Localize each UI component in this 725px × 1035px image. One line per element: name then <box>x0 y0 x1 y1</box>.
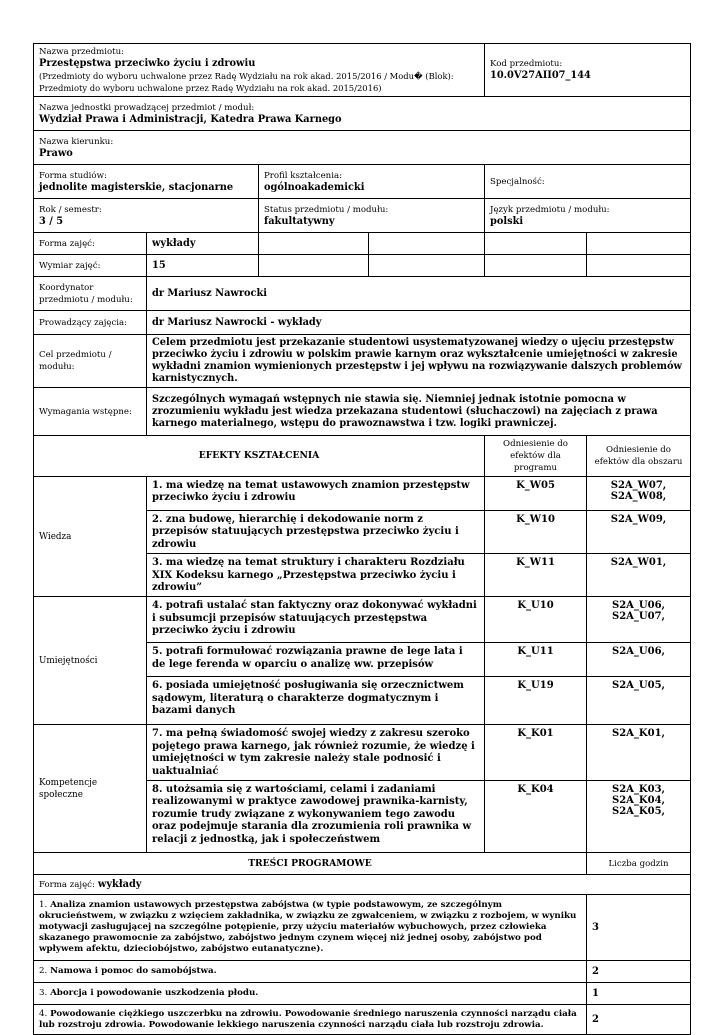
class-form-value: wykłady <box>147 233 259 255</box>
year-cell <box>34 199 259 233</box>
unit-label: Nazwa jednostki prowadzącej przedmiot / moduł: <box>39 102 255 113</box>
study-form-row <box>34 165 691 199</box>
effect-area-code: S2A_W01, <box>610 557 667 569</box>
program-topic-number: 3. <box>39 988 48 999</box>
lecturer-row <box>34 311 691 335</box>
coordinator-label: Koordynator przedmiotu / modułu: <box>34 277 147 311</box>
effect-text: 1. ma wiedzę na temat ustawowych znamion przestępstw przeciwko życiu i zdrowiu <box>147 477 485 511</box>
effect-category-social: Kompetencje społeczne <box>34 725 147 853</box>
effect-area-codes <box>587 677 691 725</box>
hours-row <box>34 255 691 277</box>
effect-area-codes <box>587 477 691 511</box>
program-topic-text: Namowa i pomoc do samobójstwa. <box>50 966 217 977</box>
language-value: polski <box>490 215 524 227</box>
program-row <box>34 1005 691 1035</box>
program-form-row <box>34 875 691 895</box>
program-topic <box>34 1005 587 1035</box>
effect-program-code: K_U10 <box>485 597 587 643</box>
hours-empty-4 <box>587 255 691 277</box>
hours-empty-2 <box>369 255 485 277</box>
effect-program-code: K_W05 <box>485 477 587 511</box>
unit-row <box>34 97 691 131</box>
effects-program-header: Odniesienie do efektów dla programu <box>485 436 587 477</box>
effect-program-code: K_W10 <box>485 511 587 554</box>
effect-text: 8. utożsamia się z wartościami, celami i zadaniami realizowanymi w praktyce zawodowej prawnika-karnisty, rozumie trudy związane z wykonywaniem tego zawodu oraz podejmuje starania dla zrozumienia roli prawnika w relacji z jednostką, jak i społeczeństwem <box>147 781 485 853</box>
hours-label: Wymiar zajęć: <box>34 255 147 277</box>
effect-area-code: S2A_U07, <box>611 611 666 623</box>
requirements-label: Wymagania wstępne: <box>34 388 147 436</box>
program-topic-number: 1. <box>39 900 48 911</box>
effect-text: 2. zna budowę, hierarchię i dekodowanie norm z przepisów statuujących przestępstwa przeciwko życiu i zdrowiu <box>147 511 485 554</box>
profile-value: ogólnoakademicki <box>264 181 365 193</box>
field-row <box>34 131 691 165</box>
field-cell <box>34 131 691 165</box>
study-form-cell <box>34 165 259 199</box>
effect-area-codes <box>587 597 691 643</box>
effect-category-knowledge: Wiedza <box>34 477 147 597</box>
class-form-empty-3 <box>485 233 587 255</box>
program-row <box>34 983 691 1005</box>
effect-text: 6. posiada umiejętność posługiwania się orzecznictwem sądowym, literaturą o charakterze dogmatycznym i bazami danych <box>147 677 485 725</box>
effect-area-code: S2A_U06, <box>611 646 666 658</box>
specialty-label: Specjalność: <box>490 176 545 187</box>
language-label: Język przedmiotu / modułu: <box>490 204 610 215</box>
effects-area-header: Odniesienie do efektów dla obszaru <box>587 436 691 477</box>
program-topic-text: Analiza znamion ustawowych przestępstwa zabójstwa (w typie podstawowym, ze szczególnym okrucieństwem, w związku z wzięciem zakładnika, w związku ze zgwałceniem, w związku z rozbojem, w wyniku motywacji zasługującej na szczególne potępienie, przy użyciu materiałów wybuchowych, przez człowieka skazanego prawomocnie za zabójstwo, zabójstwo jednym czynem więcej niż jednej osoby, zabójstwo pod wpływem afektu, dzieciobójstwo, zabójstwo eutanatyczne). <box>39 900 577 955</box>
syllabus-table <box>33 43 691 1035</box>
status-value: fakultatywny <box>264 215 335 227</box>
effect-text: 4. potrafi ustalać stan faktyczny oraz dokonywać wykładni i subsumcji przepisów statuujących przestępstwa przeciwko życiu i zdrowiu <box>147 597 485 643</box>
class-form-empty-4 <box>587 233 691 255</box>
code-value: 10.0V27AII07_144 <box>490 70 591 81</box>
field-value: Prawo <box>39 147 73 159</box>
effect-area-code: S2A_W07, <box>610 480 667 491</box>
program-topic <box>34 983 587 1005</box>
program-topic-text: Aborcja i powodowanie uszkodzenia płodu. <box>50 988 259 999</box>
hours-empty-3 <box>485 255 587 277</box>
effect-program-code: K_W11 <box>485 554 587 597</box>
class-form-row <box>34 233 691 255</box>
program-header-row <box>34 853 691 875</box>
program-topic-number: 2. <box>39 966 48 977</box>
lecturer-value: dr Mariusz Nawrocki - wykłady <box>147 311 691 335</box>
effect-area-code: S2A_U05, <box>611 680 666 692</box>
hours-value: 15 <box>147 255 259 277</box>
effect-area-code: S2A_K03, <box>611 784 666 796</box>
profile-cell <box>259 165 485 199</box>
effect-row <box>34 597 691 643</box>
effect-area-codes <box>587 781 691 853</box>
effect-area-code: S2A_W09, <box>610 514 667 525</box>
subject-cell <box>34 44 485 97</box>
effect-area-code: S2A_W08, <box>610 491 667 502</box>
effect-program-code: K_K04 <box>485 781 587 853</box>
status-label: Status przedmiotu / modułu: <box>264 204 389 215</box>
effect-text: 3. ma wiedzę na temat struktury i charakteru Rozdziału XIX Kodeksu karnego „Przestępstwa przeciwko życiu i zdrowiu” <box>147 554 485 597</box>
coordinator-row <box>34 277 691 311</box>
program-topic-number: 4. <box>39 1008 48 1019</box>
subject-note: (Przedmioty do wyboru uchwalone przez Radę Wydziału na rok akad. 2015/2016 / Modu� (Blok): Przedmioty do wyboru uchwalone przez Radę Wydziału na rok akad. 2015/2016) <box>39 71 454 93</box>
effects-header-row <box>34 436 691 477</box>
effect-area-code: S2A_K01, <box>611 728 666 740</box>
requirements-row <box>34 388 691 436</box>
effect-row <box>34 477 691 511</box>
program-title: TREŚCI PROGRAMOWE <box>34 853 587 875</box>
study-form-label: Forma studiów: <box>39 170 107 181</box>
code-cell <box>485 44 691 97</box>
program-topic-hours: 2 <box>587 1005 691 1035</box>
program-topic-hours: 3 <box>587 895 691 961</box>
specialty-cell <box>485 165 691 199</box>
program-form-label: Forma zajęć: <box>39 879 95 890</box>
year-value: 3 / 5 <box>39 215 64 227</box>
goal-value: Celem przedmiotu jest przekazanie studentowi usystematyzowanej wiedzy o ujęciu przestępstw przeciwko życiu i zdrowiu w polskim prawie karnym oraz wykształcenie umiejętności w zakresie wykładni znamion wymienionych przestępstw i jej wpływu na rozwiązywanie dalszych problemów karnistycznych. <box>147 335 691 388</box>
coordinator-value: dr Mariusz Nawrocki <box>147 277 691 311</box>
requirements-value: Szczególnych wymagań wstępnych nie stawia się. Niemniej jednak istotnie pomocna w zrozumieniu wykładu jest wiedza przekazana studentowi (słuchaczowi) na zajęciach z prawa karnego materialnego, wstępu do prawoznawstwa i tzw. logiki prawniczej. <box>147 388 691 436</box>
program-topic <box>34 895 587 961</box>
effect-area-codes <box>587 725 691 781</box>
class-form-label: Forma zajęć: <box>34 233 147 255</box>
goal-row <box>34 335 691 388</box>
program-topic <box>34 961 587 983</box>
effects-title: EFEKTY KSZTAŁCENIA <box>34 436 485 477</box>
effect-area-codes <box>587 511 691 554</box>
effect-text: 7. ma pełną świadomość swojej wiedzy z zakresu szeroko pojętego prawa karnego, jak również rozumie, że wiedzę i umiejętności w tym zakresie należy stale podnosić i uaktualniać <box>147 725 485 781</box>
effect-category-skills: Umiejętności <box>34 597 147 725</box>
effect-row <box>34 725 691 781</box>
profile-label: Profil kształcenia: <box>264 170 342 181</box>
study-form-value: jednolite magisterskie, stacjonarne <box>39 181 234 193</box>
effect-text: 5. potrafi formułować rozwiązania prawne de lege lata i de lege ferenda w oparciu o analizę ww. przepisów <box>147 643 485 677</box>
unit-cell <box>34 97 691 131</box>
effect-area-code: S2A_K04, <box>611 795 666 807</box>
subject-label: Nazwa przedmiotu: <box>39 47 125 57</box>
year-label: Rok / semestr: <box>39 204 102 215</box>
effect-area-codes <box>587 643 691 677</box>
program-form-value: wykłady <box>97 878 142 890</box>
status-cell <box>259 199 485 233</box>
hours-empty-1 <box>259 255 369 277</box>
year-row <box>34 199 691 233</box>
effect-program-code: K_K01 <box>485 725 587 781</box>
class-form-empty-2 <box>369 233 485 255</box>
program-form-cell <box>34 875 691 895</box>
program-row <box>34 961 691 983</box>
language-cell <box>485 199 691 233</box>
effect-area-codes <box>587 554 691 597</box>
effect-program-code: K_U19 <box>485 677 587 725</box>
program-topic-hours: 2 <box>587 961 691 983</box>
goal-label: Cel przedmiotu / modułu: <box>34 335 147 388</box>
program-topic-text: Powodowanie ciężkiego uszczerbku na zdrowiu. Powodowanie średniego naruszenia czynności narządu ciała lub rozstroju zdrowia. Powodowanie lekkiego naruszenia czynności narządu ciała lub rozstroju zdrowia. <box>39 1008 577 1030</box>
program-row <box>34 895 691 961</box>
effect-area-code: S2A_U06, <box>611 600 666 612</box>
program-topic-hours: 1 <box>587 983 691 1005</box>
program-hours-header: Liczba godzin <box>587 853 691 875</box>
unit-value: Wydział Prawa i Administracji, Katedra Prawa Karnego <box>39 113 342 125</box>
subject-name: Przestępstwa przeciwko życiu i zdrowiu <box>39 58 256 69</box>
field-label: Nazwa kierunku: <box>39 136 114 147</box>
subject-row <box>34 44 691 97</box>
syllabus-sheet <box>33 43 690 1035</box>
lecturer-label: Prowadzący zajęcia: <box>34 311 147 335</box>
class-form-empty-1 <box>259 233 369 255</box>
code-label: Kod przedmiotu: <box>490 59 563 69</box>
effect-program-code: K_U11 <box>485 643 587 677</box>
effect-area-code: S2A_K05, <box>611 806 666 818</box>
